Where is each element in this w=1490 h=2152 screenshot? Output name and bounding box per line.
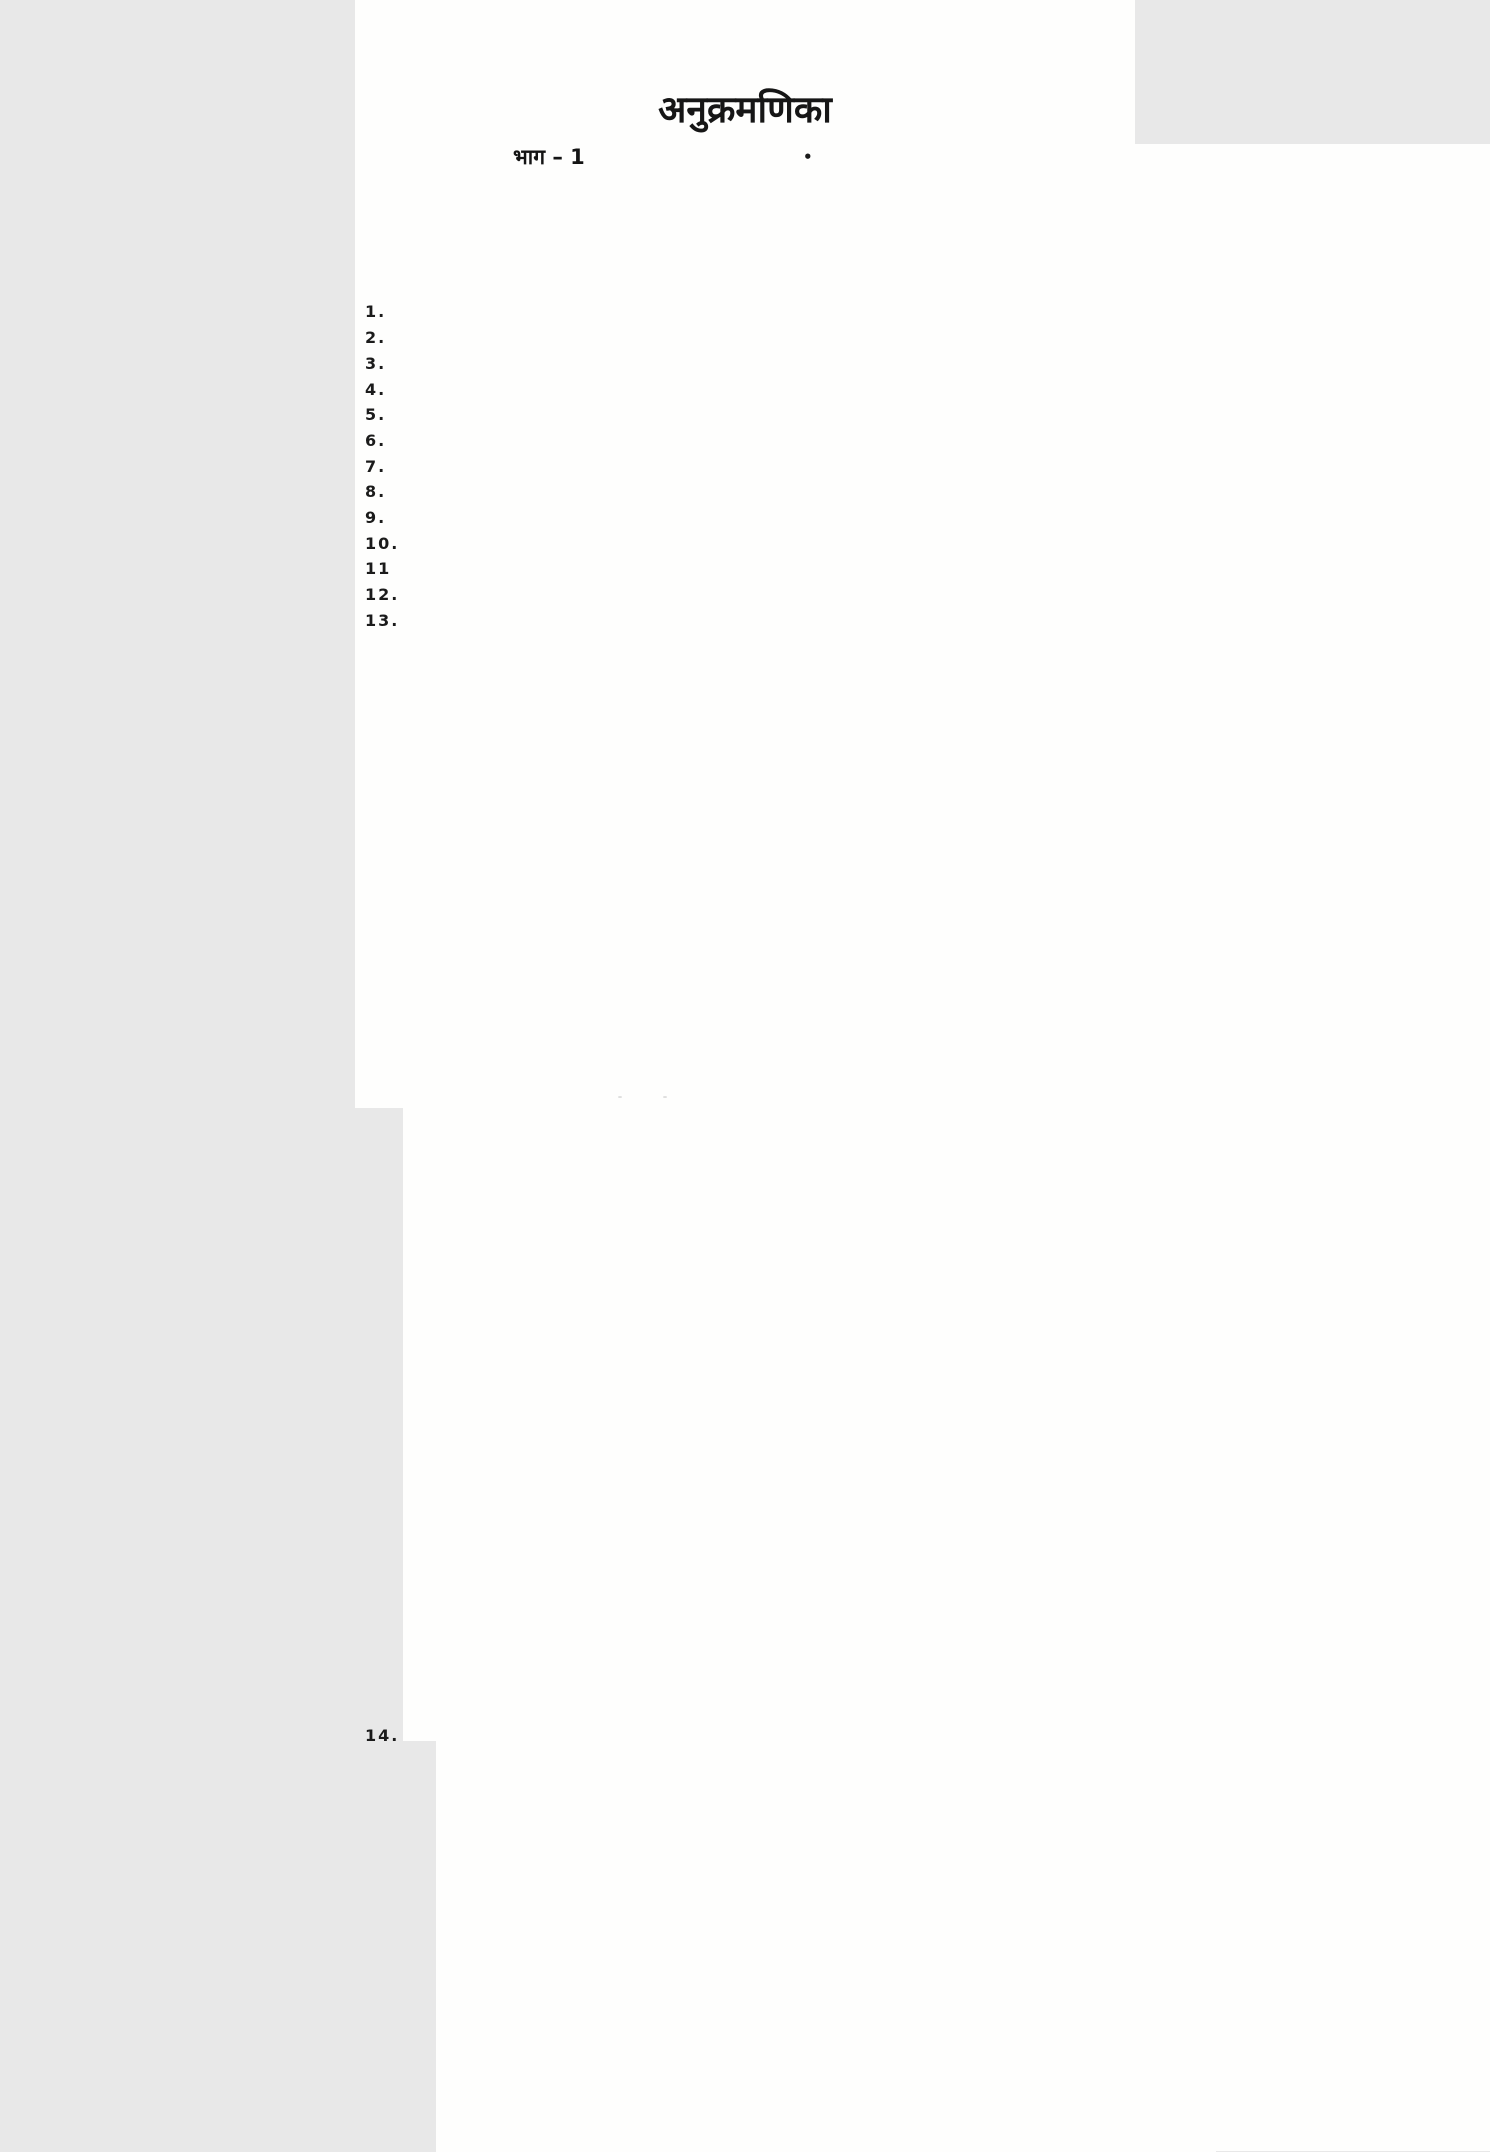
toc-entry (785, 504, 1117, 530)
toc-entry (785, 838, 1117, 864)
toc-entry (785, 298, 1117, 324)
entry-number: 14. (365, 1726, 400, 1746)
toc-entry (785, 1017, 1117, 1043)
bullet-icon: • (803, 148, 813, 166)
toc-entry (785, 915, 1117, 941)
toc-entry (365, 402, 743, 428)
toc-entry (365, 197, 743, 223)
toc-entry (365, 274, 743, 300)
toc-entry (785, 581, 1117, 607)
entry-number: 10. (365, 533, 400, 553)
toc-entry (785, 427, 1117, 453)
toc-entry (785, 786, 1117, 812)
toc-entry (365, 505, 743, 531)
toc-entry (785, 966, 1117, 992)
entry-number: 11 (365, 559, 392, 579)
toc-entry (785, 606, 1117, 632)
scanned-toc-page (355, 0, 1135, 1746)
entry-page (828, 1043, 1490, 2151)
toc-entry (785, 247, 1117, 273)
toc-entry (785, 221, 1117, 247)
toc-entry (785, 350, 1117, 376)
toc-entry (785, 401, 1117, 427)
toc-entry (785, 761, 1117, 787)
toc-entry (365, 633, 743, 1746)
toc-entry (785, 889, 1117, 915)
toc-entry (365, 556, 743, 582)
entry-number: 8. (365, 482, 387, 502)
toc-entry (785, 529, 1117, 555)
toc-entry (365, 608, 743, 634)
entry-number: 3. (365, 353, 387, 373)
toc-entry (785, 658, 1117, 684)
toc-right-column (785, 144, 1117, 1070)
toc-entry (785, 709, 1117, 735)
toc-entry (365, 428, 743, 454)
toc-entry (365, 479, 743, 505)
toc-entry (785, 735, 1117, 761)
toc-entry (785, 992, 1117, 1018)
scan-speck (618, 1096, 622, 1098)
toc-entry (785, 170, 1117, 196)
toc-entry (365, 299, 743, 325)
toc-entry (785, 1043, 1117, 1069)
toc-entry (365, 582, 743, 608)
toc-entry (785, 478, 1117, 504)
entry-number: 5. (365, 405, 387, 425)
toc-entry (785, 272, 1117, 298)
toc-entry (365, 325, 743, 351)
toc-entry (785, 144, 1117, 170)
entry-number: 6. (365, 430, 387, 450)
toc-entry (785, 812, 1117, 838)
part-heading: भाग – 1 (513, 145, 585, 169)
entry-number: 9. (365, 507, 387, 527)
toc-entry (785, 195, 1117, 221)
entry-number: 12. (365, 585, 400, 604)
entry-number: 2. (365, 328, 387, 348)
toc-entry (785, 452, 1117, 478)
entry-number: 1. (365, 302, 387, 322)
toc-entry (785, 940, 1117, 966)
entry-number: 7. (365, 456, 387, 476)
toc-entry (785, 632, 1117, 658)
toc-entry (365, 454, 743, 480)
toc-entry (785, 324, 1117, 350)
toc-entry (365, 222, 743, 248)
toc-entry (365, 351, 743, 377)
toc-entry (785, 375, 1117, 401)
toc-entry (785, 863, 1117, 889)
toc-columns (355, 144, 1135, 1746)
toc-entry (365, 377, 743, 403)
page-title: अनुक्रमणिका (658, 88, 832, 131)
toc-left-column (365, 144, 743, 1746)
scan-speck (663, 1096, 667, 1098)
part-heading-row (365, 144, 743, 171)
entry-number: 4. (365, 379, 387, 399)
entry-number: 13. (365, 610, 400, 630)
toc-entry (365, 248, 743, 274)
toc-entry (365, 171, 743, 197)
toc-entry (365, 531, 743, 557)
toc-entry (785, 683, 1117, 709)
toc-entry (785, 555, 1117, 581)
